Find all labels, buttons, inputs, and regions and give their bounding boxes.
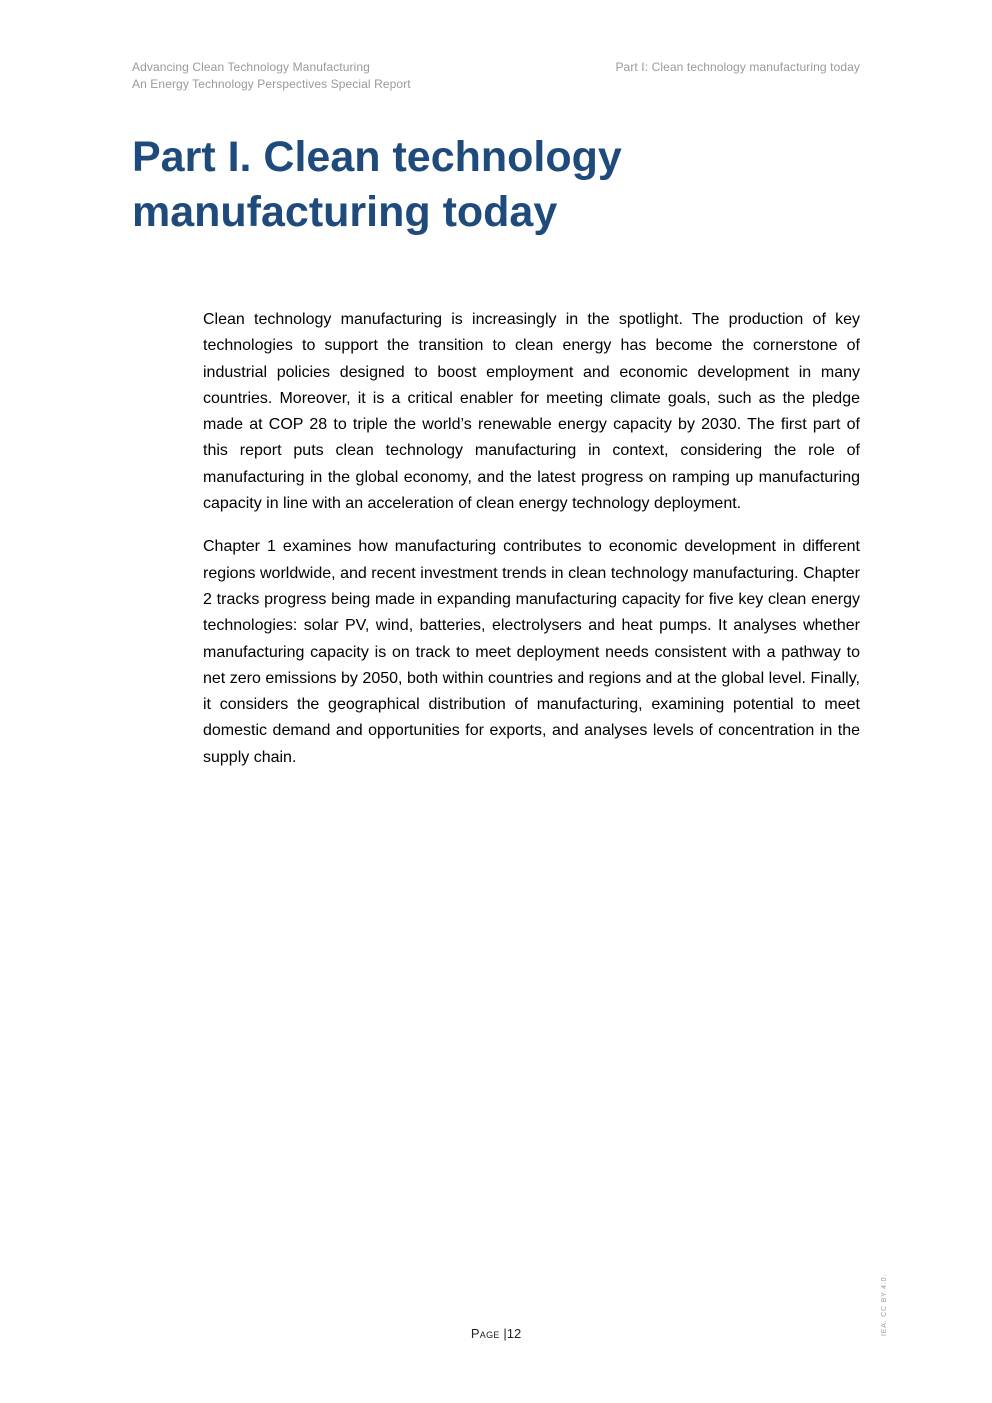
page-label: Page [470, 1326, 500, 1341]
page-title-line-1: Part I. Clean technology [132, 133, 622, 181]
running-header-left [132, 59, 411, 93]
license-note: IEA. CC BY 4.0. [881, 1273, 888, 1336]
report-subtitle: An Energy Technology Perspectives Special Report [132, 77, 411, 91]
page-footer [0, 1326, 992, 1342]
running-header-section: Part I: Clean technology manufacturing today [615, 60, 860, 74]
chapter-overview-paragraph: Chapter 1 examines how manufacturing contributes to economic development in different regions worldwide, and recent investment trends in clean technology manufacturing. Chapter 2 tracks progress being made in expanding manufacturing capacity for five key clean energy technologies: solar PV, wind, batteries, electrolysers and heat pumps. It analyses whether manufacturing capacity is on track to meet deployment needs consistent with a pathway to net zero emissions by 2050, both within countries and regions and at the global level. Finally, it considers the geographical distribution of manufacturing, examining potential to meet domestic demand and opportunities for exports, and analyses levels of concentration in the supply chain. [203, 538, 860, 766]
page-separator: | [503, 1326, 507, 1341]
intro-paragraph: Clean technology manufacturing is increasingly in the spotlight. The production of key technologies to support the transition to clean energy has become the cornerstone of industrial policies designed to boost employment and economic development in many countries. Moreover, it is a critical enabler for meeting climate goals, such as the pledge made at COP 28 to triple the world’s renewable energy capacity by 2030. The first part of this report puts clean technology manufacturing in context, considering the role of manufacturing in the global economy, and the latest progress on ramping up manufacturing capacity in line with an acceleration of clean energy technology deployment. [203, 311, 860, 513]
page-number: 12 [506, 1326, 522, 1341]
page-title-line-2: manufacturing today [132, 188, 558, 236]
report-title: Advancing Clean Technology Manufacturing [132, 60, 370, 74]
page-title [132, 130, 832, 240]
body-text [203, 307, 860, 788]
